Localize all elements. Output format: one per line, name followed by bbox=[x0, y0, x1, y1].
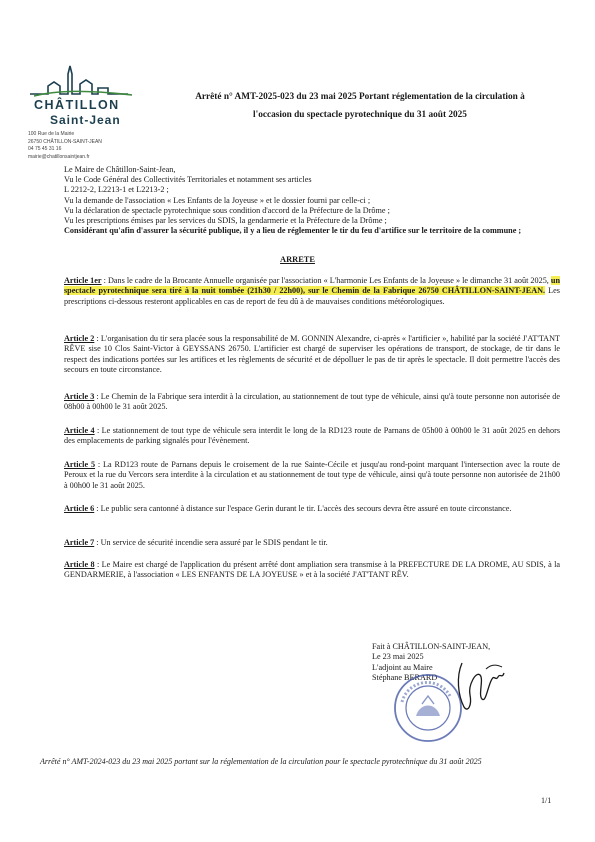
address-line: mairie@chatillonsaintjean.fr bbox=[28, 153, 90, 160]
article-label: Article 4 bbox=[64, 426, 95, 435]
article-6 bbox=[64, 504, 560, 514]
page-number: 1/1 bbox=[541, 796, 552, 805]
highlighted-text: un spectacle pyrotechnique sera tiré à la nuit tombée (21h30 / 22h00), sur le Chemin de la Fabrique 26750 CHÂTILLON-SAINT-JEAN. bbox=[64, 276, 561, 296]
signature-line: Fait à CHÂTILLON-SAINT-JEAN, bbox=[372, 642, 491, 651]
town-logo-skyline bbox=[28, 60, 138, 98]
signature-line: Stéphane BERARD bbox=[372, 673, 438, 683]
article-1 bbox=[64, 276, 560, 307]
article-text: : Dans le cadre de la Brocante Annuelle organisée par l'association « L'harmonie Les Enfants de la Joyeuse » le dimanche 31 août 2025, bbox=[101, 276, 551, 285]
article-3 bbox=[64, 392, 560, 413]
logo-name-line2: Saint-Jean bbox=[50, 113, 121, 127]
preamble-line: Le Maire de Châtillon-Saint-Jean, bbox=[64, 165, 176, 174]
footer-reference: Arrêté n° AMT-2024-023 du 23 mai 2025 portant sur la réglementation de la circulation pour le spectacle pyrotechnique du 31 août 2025 bbox=[40, 757, 482, 766]
signature-line: L'adjoint au Maire bbox=[372, 662, 433, 672]
preamble-line: Vu les prescriptions émises par les services du SDIS, la gendarmerie et la Préfecture de la Drôme ; bbox=[64, 216, 387, 226]
address-line: 04 75 45 31 16 bbox=[28, 146, 62, 152]
logo-name-line1: CHÂTILLON bbox=[34, 98, 120, 112]
article-text: : La RD123 route de Parnans depuis le croisement de la rue Sainte-Cécile et jusqu'au rond-point marquant l'intersection avec la route de Peroux et la rue du Vercors sera interdite à la circulation et au stationnement de tout type de véhicule, ainsi qu'à toute personne non autorisée de 21h00 à 00h00 le 31 août 2025. bbox=[64, 460, 560, 490]
article-7 bbox=[64, 538, 560, 548]
article-text: : L'organisation du tir sera placée sous la responsabilité de M. GONNIN Alexandre, ci-après « l'artificier », habilité par la société J'AT'TANT RÊVE sise 10 Clos Saint-Victor à GEYSSANS 26750. L'artificier est chargé de superviser les opérations de transport, de stockage, de tir dans le respect des indications portées sur les artifices et les règlements de sécurité et de dépolluer le pas de tir après le spectacle. Il doit permettre l'accès des secours en toute circonstance. bbox=[64, 334, 560, 374]
article-text: : Le public sera cantonné à distance sur l'espace Gerin durant le tir. L'accès des secours devra être assuré en toute circonstance. bbox=[94, 504, 512, 513]
preamble-line: Vu la demande de l'association « Les Enfants de la Joyeuse » et le dossier fourni par celle-ci ; bbox=[64, 195, 371, 205]
article-text: : Le stationnement de tout type de véhicule sera interdit le long de la RD123 route de Parnans de 05h00 à 00h00 le 31 août 2025 en dehors des emplacements de parking signalés pour l'évènement. bbox=[64, 426, 561, 446]
signature-line: Le 23 mai 2025 bbox=[372, 652, 424, 662]
article-text: : Le Chemin de la Fabrique sera interdit à la circulation, au stationnement de tout type de véhicule, ainsi qu'à toute personne non autorisée de 08h00 à 00h00 le 31 août 2025. bbox=[64, 392, 560, 412]
handwritten-signature bbox=[452, 655, 508, 719]
article-label: Article 5 bbox=[64, 460, 96, 469]
article-label: Article 7 bbox=[64, 538, 95, 547]
preamble-line: Vu le Code Général des Collectivités Territoriales et notamment ses articles bbox=[64, 175, 312, 185]
decree-title-line2: l'occasion du spectacle pyrotechnique du 31 août 2025 bbox=[253, 110, 467, 120]
preamble bbox=[64, 165, 521, 236]
article-4 bbox=[64, 426, 560, 447]
preamble-line: Vu la déclaration de spectacle pyrotechnique sous condition d'accord de la Préfecture de la Drôme ; bbox=[64, 205, 390, 215]
article-label: Article 2 bbox=[64, 334, 95, 343]
article-text: : Un service de sécurité incendie sera assuré par le SDIS pendant le tir. bbox=[94, 538, 328, 547]
article-label: Article 6 bbox=[64, 504, 95, 513]
address-line: 100 Rue de la Mairie bbox=[28, 131, 75, 137]
mairie-address bbox=[28, 131, 102, 161]
article-text: Les prescriptions ci-dessous resteront applicables en cas de report de feu dû à de mauvaises conditions météorologiques. bbox=[64, 286, 560, 306]
article-label: Article 3 bbox=[64, 392, 95, 401]
article-text: : Le Maire est chargé de l'application du présent arrêté dont ampliation sera transmise à la PREFECTURE DE LA DROME, AU SDIS, à la GENDARMERIE, à l'association « LES ENFANTS DE LA JOYEUSE » et à la société J'AT'TANT RÊV. bbox=[64, 560, 561, 580]
article-5 bbox=[64, 460, 560, 491]
preamble-line: L 2212-2, L2213-1 et L2213-2 ; bbox=[64, 185, 169, 195]
article-8 bbox=[64, 560, 560, 581]
decree-title-line1: Arrêté n° AMT-2025-023 du 23 mai 2025 Portant réglementation de la circulation à bbox=[195, 92, 525, 102]
preamble-line: Considérant qu'afin d'assurer la sécurité publique, il y a lieu de réglementer le tir du feu d'artifice sur le territoire de la commune ; bbox=[64, 226, 522, 236]
address-line: 26750 CHÂTILLON-SAINT-JEAN bbox=[28, 138, 102, 145]
article-label: Article 8 bbox=[64, 560, 95, 569]
article-label: Article 1er bbox=[64, 276, 102, 285]
arrete-heading: ARRETE bbox=[280, 255, 315, 264]
article-2 bbox=[64, 334, 560, 375]
